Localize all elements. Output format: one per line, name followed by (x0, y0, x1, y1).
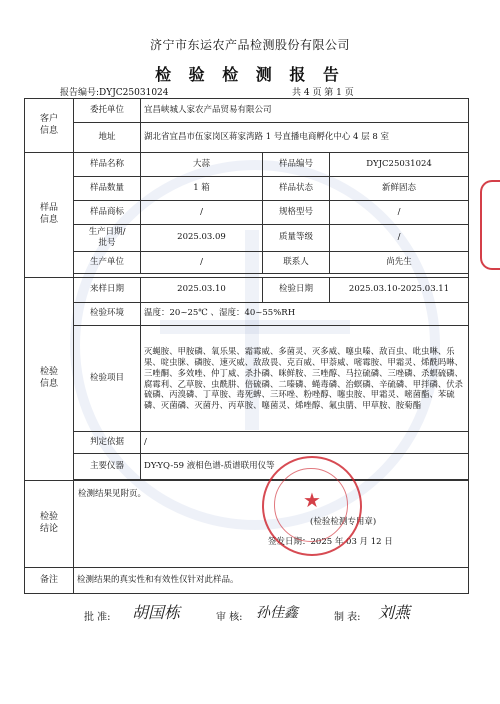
production-date-label: 生产日期/ 批号 (74, 225, 141, 252)
test-items-value: 灭蝇胺、甲胺磷、氧乐果、霜霉威、多菌灵、灭多威、噻虫嗪、敌百虫、吡虫啉、乐果、啶虫脒、磷胺、速灭威、敌敌畏、克百威、甲萘威、嘧霉胺、甲霜灵、烯酰吗啉、三唑酮、多效唑、仲丁威、杀扑磷、咪鲜胺、三唑醇、马拉硫磷、三唑磷、杀螟硫磷、腐霉利、乙草胺、虫酰肼、倍硫磷、二嗪磷、蝇毒磷、治螟磷、辛硫磷、甲拌磷、伏杀硫磷、丙溴磷、丁草胺、毒死蜱、三环唑、粉唑醇、噻虫胺、甲霜灵、嘧菌酯、苯硫磷、灭菌磷、灭菌丹、丙草胺、噻菌灵、烯唑醇、氟虫腈、甲草胺、胺菊酯 (141, 326, 469, 432)
sample-spec-value: / (330, 201, 469, 225)
sample-qty-label: 样品数量 (74, 177, 141, 201)
producer-value: / (141, 252, 263, 274)
sampling-date-value: 2025.03.10 (141, 278, 263, 303)
company-name: 济宁市东运农产品检测股份有限公司 (149, 38, 350, 52)
review-label: 审 核: (216, 612, 243, 623)
conclusion-group-label: 检验 结论 (25, 481, 74, 568)
sample-qty-value: 1 箱 (141, 177, 263, 201)
instrument-label: 主要仪器 (74, 454, 141, 480)
environment-label: 检验环境 (74, 303, 141, 326)
review-signature: 孙佳鑫 (256, 605, 298, 621)
page-seam-stamp (480, 180, 500, 270)
sample-brand-label: 样品商标 (74, 201, 141, 225)
address-value: 湖北省宜昌市伍家岗区蒋家湾路 1 号直播电商孵化中心 4 层 8 室 (141, 123, 469, 153)
contact-value: 尚先生 (330, 252, 469, 274)
remark-text: 检测结果的真实性和有效性仅针对此样品。 (74, 568, 469, 594)
inspection-seal-stamp: ★ (262, 456, 362, 556)
producer-label: 生产单位 (74, 252, 141, 274)
sample-name-label: 样品名称 (74, 153, 141, 177)
sample-state-value: 新鲜固态 (330, 177, 469, 201)
sample-name-value: 大蒜 (141, 153, 263, 177)
instrument-value: DY-YQ-59 液相色谱-质谱联用仪等 (141, 454, 469, 480)
sample-no-label: 样品编号 (263, 153, 330, 177)
sample-brand-value: / (141, 201, 263, 225)
entrust-label: 委托单位 (74, 99, 141, 123)
page-count: 共 4 页 第 1 页 (292, 88, 354, 98)
approve-label: 批 准: (84, 612, 111, 623)
sample-spec-label: 规格型号 (263, 201, 330, 225)
signature-row (0, 600, 500, 630)
contact-label: 联系人 (263, 252, 330, 274)
report-title: 检 验 检 测 报 告 (155, 65, 345, 84)
conclusion-text: 检测结果见附页。 (78, 489, 147, 499)
report-number: 报告编号:DYJC25031024 (60, 88, 169, 98)
sample-state-label: 样品状态 (263, 177, 330, 201)
issue-date: 签发日期：2025 年 03 月 12 日 (268, 537, 393, 547)
production-date-value: 2025.03.09 (141, 225, 263, 252)
report-table (24, 98, 469, 594)
quality-grade-value: / (330, 225, 469, 252)
compile-signature: 刘燕 (378, 603, 411, 622)
basis-value: / (141, 432, 469, 454)
test-date-label: 检验日期 (263, 278, 330, 303)
entrust-value: 宜昌峡城人家农产品贸易有限公司 (141, 99, 469, 123)
test-items-label: 检验项目 (74, 326, 141, 432)
quality-grade-label: 质量等级 (263, 225, 330, 252)
client-group-label: 客户 信息 (25, 99, 74, 153)
sample-no-value: DYJC25031024 (330, 153, 469, 177)
compile-label: 制 表: (334, 612, 361, 623)
address-label: 地址 (74, 123, 141, 153)
seal-label: (检验检测专用章) (310, 517, 377, 527)
sampling-date-label: 来样日期 (74, 278, 141, 303)
sample-group-label: 样品 信息 (25, 153, 74, 278)
test-group-label: 检验 信息 (25, 278, 74, 481)
basis-label: 判定依据 (74, 432, 141, 454)
environment-value: 温度：20~25℃ 、湿度：40~55%RH (141, 303, 469, 326)
approve-signature: 胡国栋 (132, 603, 181, 622)
remark-label: 备注 (25, 568, 74, 594)
test-date-value: 2025.03.10-2025.03.11 (330, 278, 469, 303)
